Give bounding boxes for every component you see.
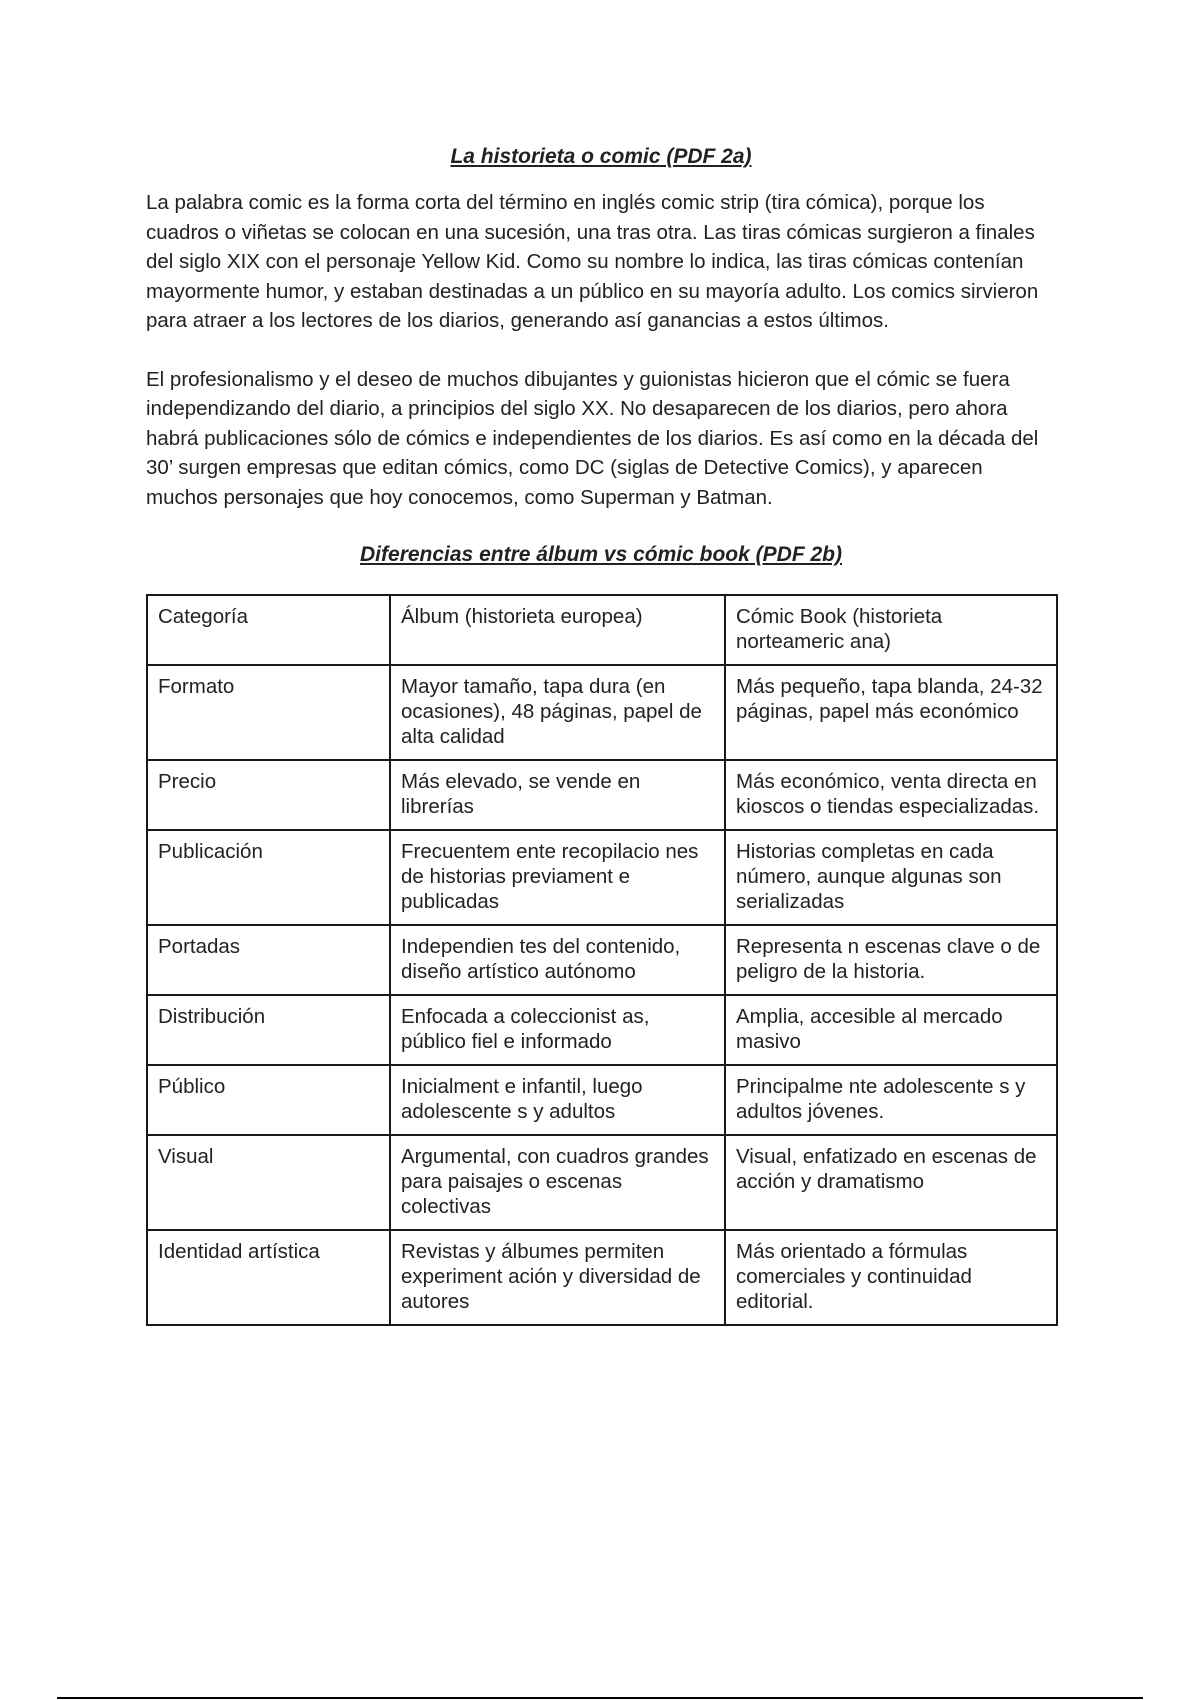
table-cell: Historias completas en cada número, aunque algunas son serializadas	[725, 830, 1057, 925]
table-row	[147, 1135, 1057, 1230]
table-cell: Argumental, con cuadros grandes para paisajes o escenas colectivas	[390, 1135, 725, 1230]
table-row	[147, 925, 1057, 995]
table-row	[147, 1065, 1057, 1135]
table-row	[147, 830, 1057, 925]
paragraph-comic-industry: El profesionalismo y el deseo de muchos dibujantes y guionistas hicieron que el cómic se fuera independizando del diario, a principios del siglo XX. No desaparecen de los diarios, pero ahora habrá publicaciones sólo de cómics e independientes de los diarios. Es así como en la década del 30’ surgen empresas que editan cómics, como DC (siglas de Detective Comics), y aparecen muchos personajes que hoy conocemos, como Superman y Batman.	[146, 367, 1039, 509]
table-cell: Frecuentem ente recopilacio nes de historias previament e publicadas	[390, 830, 725, 925]
table-cell: Amplia, accesible al mercado masivo	[725, 995, 1057, 1065]
document-page	[146, 142, 1056, 1326]
table-cell: Visual, enfatizado en escenas de acción y dramatismo	[725, 1135, 1057, 1230]
table-cell: Visual	[147, 1135, 390, 1230]
table-row	[147, 760, 1057, 830]
section-title-diferencias: Diferencias entre álbum vs cómic book (PDF 2b)	[360, 543, 842, 566]
table-cell: Cómic Book (historieta norteameric ana)	[725, 595, 1057, 665]
table-cell: Independien tes del contenido, diseño artístico autónomo	[390, 925, 725, 995]
table-cell: Representa n escenas clave o de peligro de la historia.	[725, 925, 1057, 995]
table-row	[147, 995, 1057, 1065]
table-cell: Principalme nte adolescente s y adultos jóvenes.	[725, 1065, 1057, 1135]
table-cell: Identidad artística	[147, 1230, 390, 1325]
table-cell: Mayor tamaño, tapa dura (en ocasiones), 48 páginas, papel de alta calidad	[390, 665, 725, 760]
table-cell: Más económico, venta directa en kioscos o tiendas especializadas.	[725, 760, 1057, 830]
table-cell: Portadas	[147, 925, 390, 995]
section-title-historieta: La historieta o comic (PDF 2a)	[450, 145, 752, 168]
table-cell: Público	[147, 1065, 390, 1135]
table-cell: Formato	[147, 665, 390, 760]
table-cell: Más orientado a fórmulas comerciales y continuidad editorial.	[725, 1230, 1057, 1325]
table-cell: Más pequeño, tapa blanda, 24-32 páginas, papel más económico	[725, 665, 1057, 760]
page-bottom-divider	[57, 1697, 1143, 1699]
table-row	[147, 665, 1057, 760]
table-cell: Categoría	[147, 595, 390, 665]
table-cell: Álbum (historieta europea)	[390, 595, 725, 665]
table-cell: Distribución	[147, 995, 390, 1065]
table-row	[147, 1230, 1057, 1325]
table-cell: Más elevado, se vende en librerías	[390, 760, 725, 830]
table-cell: Publicación	[147, 830, 390, 925]
table-cell: Inicialment e infantil, luego adolescente s y adultos	[390, 1065, 725, 1135]
table-cell: Enfocada a coleccionist as, público fiel e informado	[390, 995, 725, 1065]
table-cell: Precio	[147, 760, 390, 830]
paragraph-comic-origin: La palabra comic es la forma corta del término en inglés comic strip (tira cómica), porque los cuadros o viñetas se colocan en una sucesión, una tras otra. Las tiras cómicas surgieron a finales del siglo XIX con el personaje Yellow Kid. Como su nombre lo indica, las tiras cómicas contenían mayormente humor, y estaban destinadas a un público en su mayoría adulto. Los comics sirvieron para atraer a los lectores de los diarios, generando así ganancias a estos últimos.	[146, 191, 1039, 332]
comparison-table	[146, 594, 1058, 1326]
table-row	[147, 595, 1057, 665]
table-cell: Revistas y álbumes permiten experiment ación y diversidad de autores	[390, 1230, 725, 1325]
